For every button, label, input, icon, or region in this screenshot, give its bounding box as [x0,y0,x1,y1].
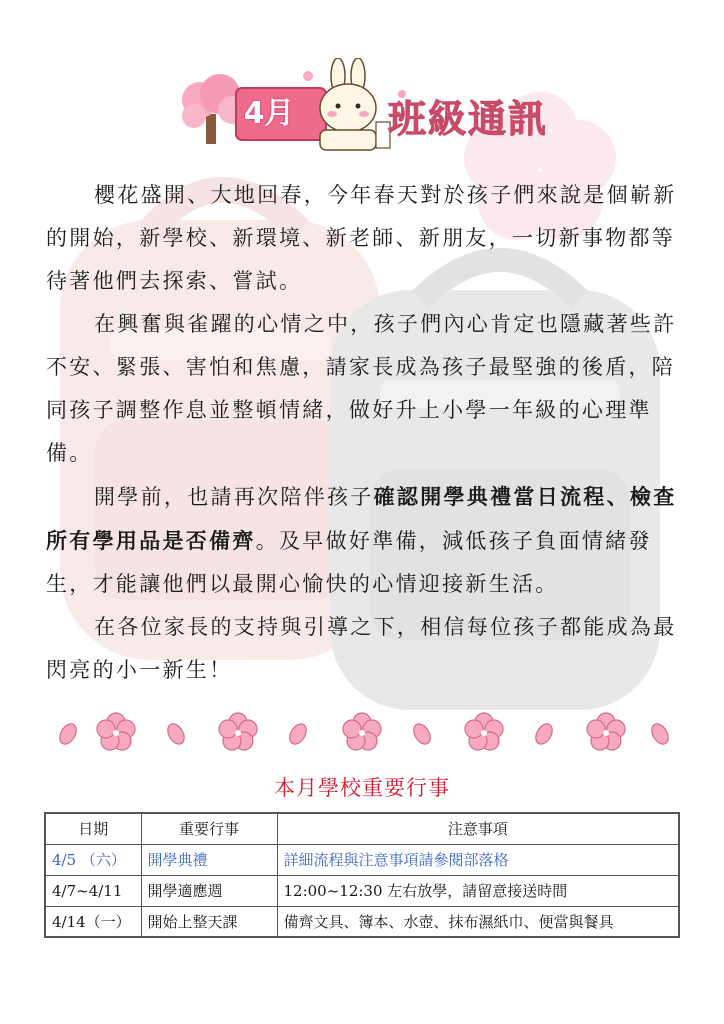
petal-icon [56,721,79,747]
newsletter-body [46,174,680,692]
event-date: 4/5 （六） [45,844,141,875]
petal-icon [164,721,187,747]
paragraph-3-emphasis: 確認開學典禮當日流程、檢查所有學用品是否備齊 [46,484,677,553]
sakura-divider [50,708,674,756]
paragraph-4: 在各位家長的支持與引導之下，相信每位孩子都能成為最閃亮的小一新生！ [46,615,677,682]
event-date: 4/7~4/11 [45,875,141,906]
event-note: 詳細流程與注意事項請參閱部落格 [277,844,679,875]
events-title: 本月學校重要行事 [274,776,450,800]
paragraph-3 [46,475,680,606]
sakura-flower-icon [343,713,381,750]
header-event: 重要行事 [141,813,277,844]
sakura-flower-icon [587,713,625,750]
petal-icon [286,721,309,747]
petal-icon [532,721,555,747]
event-name: 開始上整天課 [141,906,277,937]
paragraph-3-text-end: 。及早做好準備，減低孩子負面情緒發生，才能讓他們以最開心愉快的心情迎接新生活。 [46,529,652,596]
table-row [45,906,679,937]
table-row [45,844,679,875]
events-table [44,812,680,938]
paragraph-3-text: 開學前，也請再次陪伴孩子 [94,485,374,509]
month-badge: 4月 [243,96,295,131]
event-note: 備齊文具、簿本、水壺、抹布濕紙巾、便當與餐具 [277,906,679,937]
sakura-flower-icon [465,713,503,750]
header-date: 日期 [45,813,141,844]
table-header-row [45,813,679,844]
event-note: 12:00~12:30 左右放學，請留意接送時間 [277,875,679,906]
paragraph-2: 在興奮與雀躍的心情之中，孩子們內心肯定也隱藏著些許不安、緊張、害怕和焦慮，請家長成為孩子最堅強的後盾，陪同孩子調整作息並整頓情緒，做好升上小學一年級的心理準備。 [46,312,677,465]
petal-icon [410,721,433,747]
table-row [45,875,679,906]
event-name: 開學適應週 [141,875,277,906]
header-note: 注意事項 [277,813,679,844]
petal-icon [648,721,671,747]
paragraph-1: 櫻花盛開、大地回春，今年春天對於孩子們來說是個嶄新的開始，新學校、新環境、新老師、新朋友，一切新事物都等待著他們去探索、嘗試。 [46,183,677,293]
sakura-flower-icon [219,713,257,750]
event-name: 開學典禮 [141,844,277,875]
bunny-icon [320,58,390,150]
page-title: 班級通訊 [388,97,549,141]
newsletter-header [180,58,580,158]
sakura-flower-icon [97,713,135,750]
event-date: 4/14（一） [45,906,141,937]
